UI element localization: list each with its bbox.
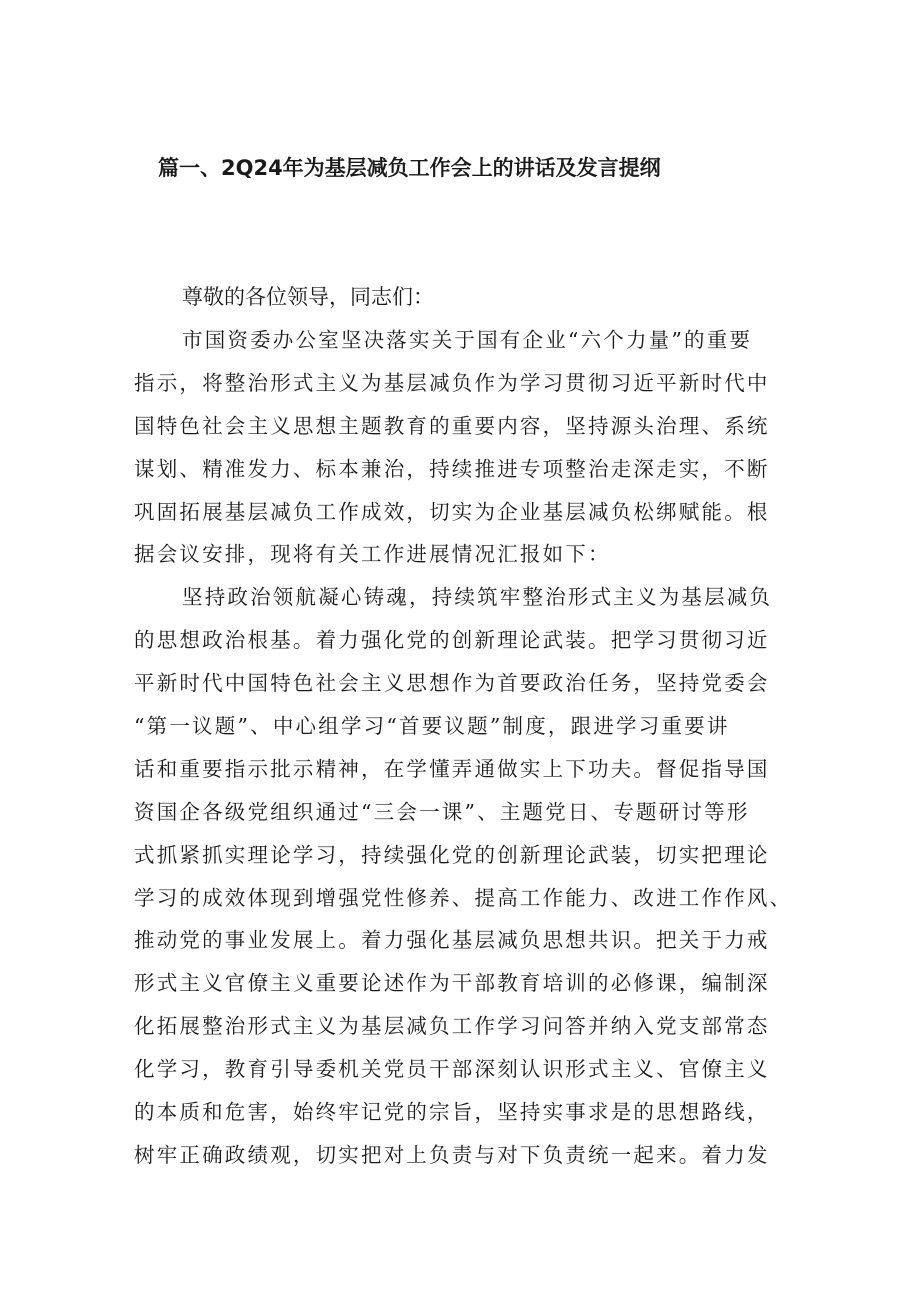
paragraph-2-line: 坚持政治领航凝心铸魂，持续筑牢整治形式主义为基层减负 — [182, 585, 773, 610]
document-title: 篇一、2Q24年为基层减负工作会上的讲话及发言提纲 — [158, 156, 661, 180]
paragraph-2-line: 化学习，教育引导委机关党员干部深刻认识形式主义、官僚主义 — [134, 1057, 770, 1082]
paragraph-2-line: 推动党的事业发展上。着力强化基层减负思想共识。把关于力戒 — [134, 928, 770, 953]
paragraph-2-line: 化拓展整治形式主义为基层减负工作学习问答并纳入党支部常态 — [134, 1014, 770, 1039]
paragraph-2-line: 的思想政治根基。着力强化党的创新理论武装。把学习贯彻习近 — [134, 628, 770, 653]
paragraph-2-line: 平新时代中国特色社会主义思想作为首要政治任务，坚持党委会 — [134, 671, 770, 696]
salutation: 尊敬的各位领导，同志们： — [182, 285, 434, 309]
paragraph-2-line: 的本质和危害，始终牢记党的宗旨，坚持实事求是的思想路线， — [134, 1100, 770, 1125]
paragraph-1-line: 巩固拓展基层减负工作成效，切实为企业基层减负松绑赋能。根 — [134, 499, 770, 524]
paragraph-2-line: 话和重要指示批示精神，在学懂弄通做实上下功夫。督促指导国 — [134, 756, 770, 781]
paragraph-2-line: 学习的成效体现到增强党性修养、提高工作能力、改进工作作风、 — [134, 885, 793, 910]
document-body — [134, 323, 794, 1181]
paragraph-2-line: 式抓紧抓实理论学习，持续强化党的创新理论武装，切实把理论 — [134, 842, 770, 867]
paragraph-1-line: 市国资委办公室坚决落实关于国有企业“六个力量”的重要 — [182, 328, 753, 352]
paragraph-1-line: 谋划、精准发力、标本兼治，持续推进专项整治走深走实，不断 — [134, 456, 770, 481]
paragraph-1-line: 指示，将整治形式主义为基层减负作为学习贯彻习近平新时代中 — [134, 370, 770, 395]
paragraph-2-line: 形式主义官僚主义重要论述作为干部教育培训的必修课，编制深 — [134, 971, 770, 996]
paragraph-1-line: 据会议安排，现将有关工作进展情况汇报如下： — [134, 542, 611, 567]
paragraph-2-line: 树牢正确政绩观，切实把对上负责与对下负责统一起来。着力发 — [134, 1142, 770, 1167]
paragraph-2-line: 资国企各级党组织通过“三会一课”、主题党日、专题研讨等形 — [134, 799, 750, 824]
paragraph-1-line: 国特色社会主义思想主题教育的重要内容，坚持源头治理、系统 — [134, 413, 770, 438]
paragraph-2-line: “第一议题”、中心组学习“首要议题”制度，跟进学习重要讲 — [134, 714, 730, 739]
